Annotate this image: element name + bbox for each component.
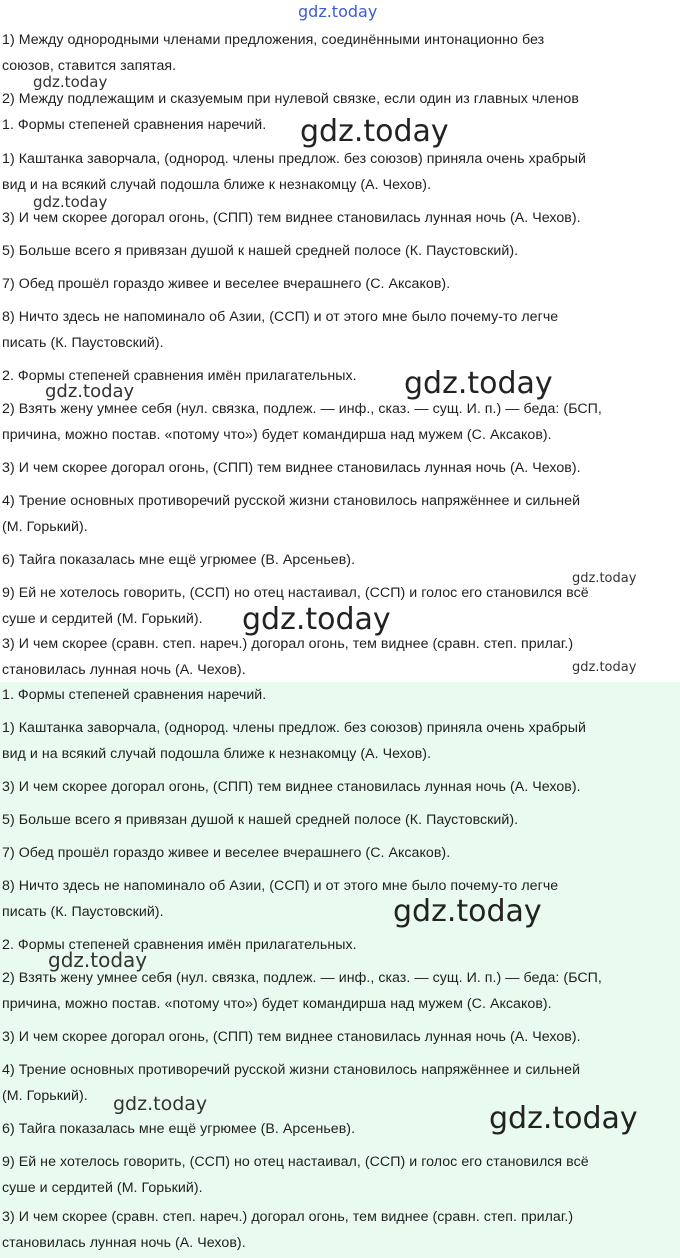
text-line: суше и сердитей (М. Горький). <box>2 611 203 627</box>
watermark: gdz.today <box>113 1093 208 1115</box>
text-line: 9) Ей не хотелось говорить, (ССП) но отец настаивал, (ССП) и голос его становился всё <box>2 585 589 601</box>
paragraph-example-8 <box>2 873 672 925</box>
paragraph-adj-example-6 <box>2 1116 672 1142</box>
text-line: 9) Ей не хотелось говорить, (ССП) но отец настаивал, (ССП) и голос его становился всё <box>2 1154 589 1170</box>
text-line: 7) Обед прошёл гораздо живее и веселее вчерашнего (С. Аксаков). <box>2 845 451 861</box>
text-line: 3) И чем скорее (сравн. степ. нареч.) догорал огонь, тем виднее (сравн. степ. прилаг.) <box>2 1209 574 1225</box>
section-heading: 1. Формы степеней сравнения наречий. <box>2 687 267 703</box>
paragraph-example-8 <box>2 304 672 356</box>
text-line: 3) И чем скорее догорал огонь, (СПП) тем виднее становилась лунная ночь (А. Чехов). <box>2 1029 581 1045</box>
text-line: становилась лунная ночь (А. Чехов). <box>2 662 246 678</box>
watermark: gdz.today <box>33 73 108 91</box>
paragraph-adj-example-6 <box>2 547 672 573</box>
watermark: gdz.today <box>48 948 148 972</box>
text-line: 8) Ничто здесь не напоминало об Азии, (ССП) и от этого мне было почему-то легче <box>2 878 559 894</box>
paragraph-example-7 <box>2 840 672 866</box>
paragraph-adj-example-9 <box>2 1149 672 1201</box>
paragraph-adj-example-3 <box>2 455 672 481</box>
text-line: 8) Ничто здесь не напоминало об Азии, (ССП) и от этого мне было почему-то легче <box>2 309 559 325</box>
text-line: 3) И чем скорее догорал огонь, (СПП) тем виднее становилась лунная ночь (А. Чехов). <box>2 460 581 476</box>
text-line: становилась лунная ночь (А. Чехов). <box>2 1235 246 1251</box>
paragraph-adj-example-4 <box>2 1057 672 1109</box>
watermark: gdz.today <box>298 2 378 21</box>
text-line: 2) Между подлежащим и сказуемым при нулевой связке, если один из главных членов <box>2 91 579 107</box>
text-line: 1) Между однородными членами предложения, соединёнными интонационно без <box>2 32 545 48</box>
paragraph-rule-2 <box>2 86 672 138</box>
section-heading: 2. Формы степеней сравнения имён прилагательных. <box>2 368 357 384</box>
answer-section-highlighted <box>0 682 680 1258</box>
watermark: gdz.today <box>45 381 135 402</box>
section-heading-adjectives <box>2 932 672 958</box>
watermark: gdz.today <box>33 193 108 211</box>
text-line: 4) Трение основных противоречий русской жизни становилось напряжённее и сильней <box>2 493 581 509</box>
text-line: вид и на всякий случай подошла ближе к незнакомцу (А. Чехов). <box>2 177 432 193</box>
watermark: gdz.today <box>404 366 553 401</box>
text-line: 4) Трение основных противоречий русской жизни становилось напряжённее и сильней <box>2 1062 581 1078</box>
watermark: gdz.today <box>572 571 637 586</box>
text-line: 2) Взять жену умнее себя (нул. связка, подлеж. — инф., сказ. — сущ. И. п.) — беда: (БСП, <box>2 970 602 986</box>
watermark: gdz.today <box>489 1101 638 1136</box>
paragraph-example-1 <box>2 715 672 767</box>
text-line: писать (К. Паустовский). <box>2 904 164 920</box>
paragraph-adj-example-9 <box>2 580 672 632</box>
text-line: 5) Больше всего я привязан душой к нашей средней полосе (К. Паустовский). <box>2 812 519 828</box>
section-heading: 2. Формы степеней сравнения имён прилагательных. <box>2 937 357 953</box>
text-line: 3) И чем скорее (сравн. степ. нареч.) догорал огонь, тем виднее (сравн. степ. прилаг.) <box>2 636 574 652</box>
section-heading: 1. Формы степеней сравнения наречий. <box>2 117 267 133</box>
paragraph-adj-example-3 <box>2 1024 672 1050</box>
text-line: вид и на всякий случай подошла ближе к незнакомцу (А. Чехов). <box>2 746 432 762</box>
text-line: суше и сердитей (М. Горький). <box>2 1180 203 1196</box>
text-line: 6) Тайга показалась мне ещё угрюмее (В. Арсеньев). <box>2 552 356 568</box>
paragraph-example-5 <box>2 238 672 264</box>
text-line: 3) И чем скорее догорал огонь, (СПП) тем виднее становилась лунная ночь (А. Чехов). <box>2 779 581 795</box>
text-line: 1) Каштанка заворчала, (однород. члены предлож. без союзов) приняла очень храбрый <box>2 720 586 736</box>
text-line: писать (К. Паустовский). <box>2 335 164 351</box>
section-heading-adjectives <box>2 363 672 389</box>
paragraph-summary <box>2 1204 672 1256</box>
paragraph-example-3 <box>2 774 672 800</box>
paragraph-adj-example-4 <box>2 488 672 540</box>
text-line: 6) Тайга показалась мне ещё угрюмее (В. Арсеньев). <box>2 1121 356 1137</box>
text-line: союзов, ставится запятая. <box>2 58 177 74</box>
watermark: gdz.today <box>572 660 637 675</box>
watermark: gdz.today <box>242 602 391 637</box>
paragraph-example-7 <box>2 271 672 297</box>
paragraph-example-3 <box>2 205 672 231</box>
watermark: gdz.today <box>300 114 449 149</box>
paragraph-example-5 <box>2 807 672 833</box>
paragraph-summary <box>2 631 672 683</box>
text-line: (М. Горький). <box>2 519 88 535</box>
text-line: 7) Обед прошёл гораздо живее и веселее вчерашнего (С. Аксаков). <box>2 276 451 292</box>
text-line: причина, можно постав. «потому что») будет командирша над мужем (С. Аксаков). <box>2 427 552 443</box>
text-line: 5) Больше всего я привязан душой к нашей средней полосе (К. Паустовский). <box>2 243 519 259</box>
paragraph-rule-1 <box>2 27 672 79</box>
paragraph-adj-example-2 <box>2 965 672 1017</box>
paragraph-adj-example-2 <box>2 396 672 448</box>
section-heading-adverbs <box>2 682 672 708</box>
text-line: причина, можно постав. «потому что») будет командирша над мужем (С. Аксаков). <box>2 996 552 1012</box>
paragraph-example-1 <box>2 146 672 198</box>
text-line: 2) Взять жену умнее себя (нул. связка, подлеж. — инф., сказ. — сущ. И. п.) — беда: (БСП, <box>2 401 602 417</box>
text-line: 3) И чем скорее догорал огонь, (СПП) тем виднее становилась лунная ночь (А. Чехов). <box>2 210 581 226</box>
watermark: gdz.today <box>393 894 542 929</box>
text-line: (М. Горький). <box>2 1088 88 1104</box>
text-line: 1) Каштанка заворчала, (однород. члены предлож. без союзов) приняла очень храбрый <box>2 151 586 167</box>
